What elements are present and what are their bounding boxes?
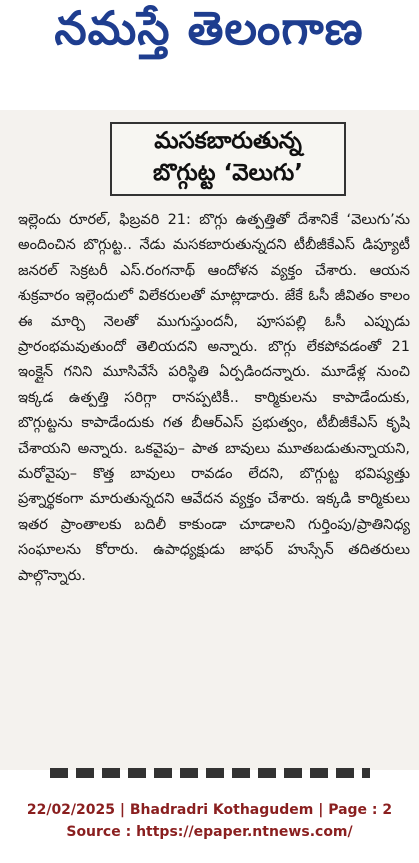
footer-source: Source : https://epaper.ntnews.com/ xyxy=(66,824,353,840)
headline-line-2: బొగ్గుట్ట ‘వెలుగు’ xyxy=(153,160,303,186)
masthead-logo-title: నమస్తే తెలంగాణ xyxy=(54,2,364,55)
headline-line-1: మసకబారుతున్న xyxy=(154,128,302,154)
article-body: ఇల్లెందు రూరల్‌, ఫిబ్రవరి 21: బొగ్గు ఉత్పత్తితో దేశానికే ‘వెలుగు’ను అందించిన బొగ్గుట్ట.. నేడు మసకబారుతున్నదని టీబీజీకేఎస్‌ డిప్యూటీ జనరల్‌ సెక్రటరీ ఎస్‌.రంగనాథ్‌ ఆందోళన వ్యక్తం చేశారు. ఆయన శుక్రవారం ఇల్లెందులో విలేకరులతో మాట్లాడారు. జేకే ఓసీ జీవితం కాలం ఈ మార్చి నెలతో ముగుస్తుందనీ, పూసపల్లి ఓసీ ఎప్పుడు ప్రారంభమవుతుందో తెలియదని అన్నారు. బొగ్గు లేకపోవడంతో 21 ఇంక్లైన్‌ గనిని మూసివేసే పరిస్థితి ఏర్పడిందన్నారు. మూడేళ్ల నుంచి ఇక్కడ ఉత్పత్తి సరిగ్గా రానప్పటికీ.. కార్మికులను కాపాడేందుకు, బొగ్గుట్టను కాపాడేందుకు గత బీఆర్‌ఎస్‌ ప్రభుత్వం, టీబీజీకేఎస్‌ కృషి చేశాయని అన్నారు. ఒకవైపు– పాత బావులు మూతబడుతున్నాయని, మరోవైపు– కొత్త బావులు రావడం లేదని, బొగ్గుట్ట భవిష్యత్తు ప్రశ్నార్థకంగా మారుతున్నదని ఆవేదన వ్యక్తం చేశారు. ఇక్కడి కార్మికులు ఇతర ప్రాంతాలకు బదిలీ కాకుండా చూడాలని గుర్తింపు/ప్రాతినిధ్య సంఘాలను కోరారు. ఉపాధ్యక్షుడు జాఫర్‌ హుస్సేన్‌ తదితరులు పాల్గొన్నారు. xyxy=(18,212,410,584)
footer-date-edition: 22/02/2025 | Bhadradri Kothagudem | Page : 2 xyxy=(26,802,393,818)
headline-box xyxy=(110,122,346,196)
newspaper-masthead xyxy=(0,0,419,72)
clipping-footer xyxy=(0,790,419,863)
cropped-next-headline xyxy=(50,768,370,778)
